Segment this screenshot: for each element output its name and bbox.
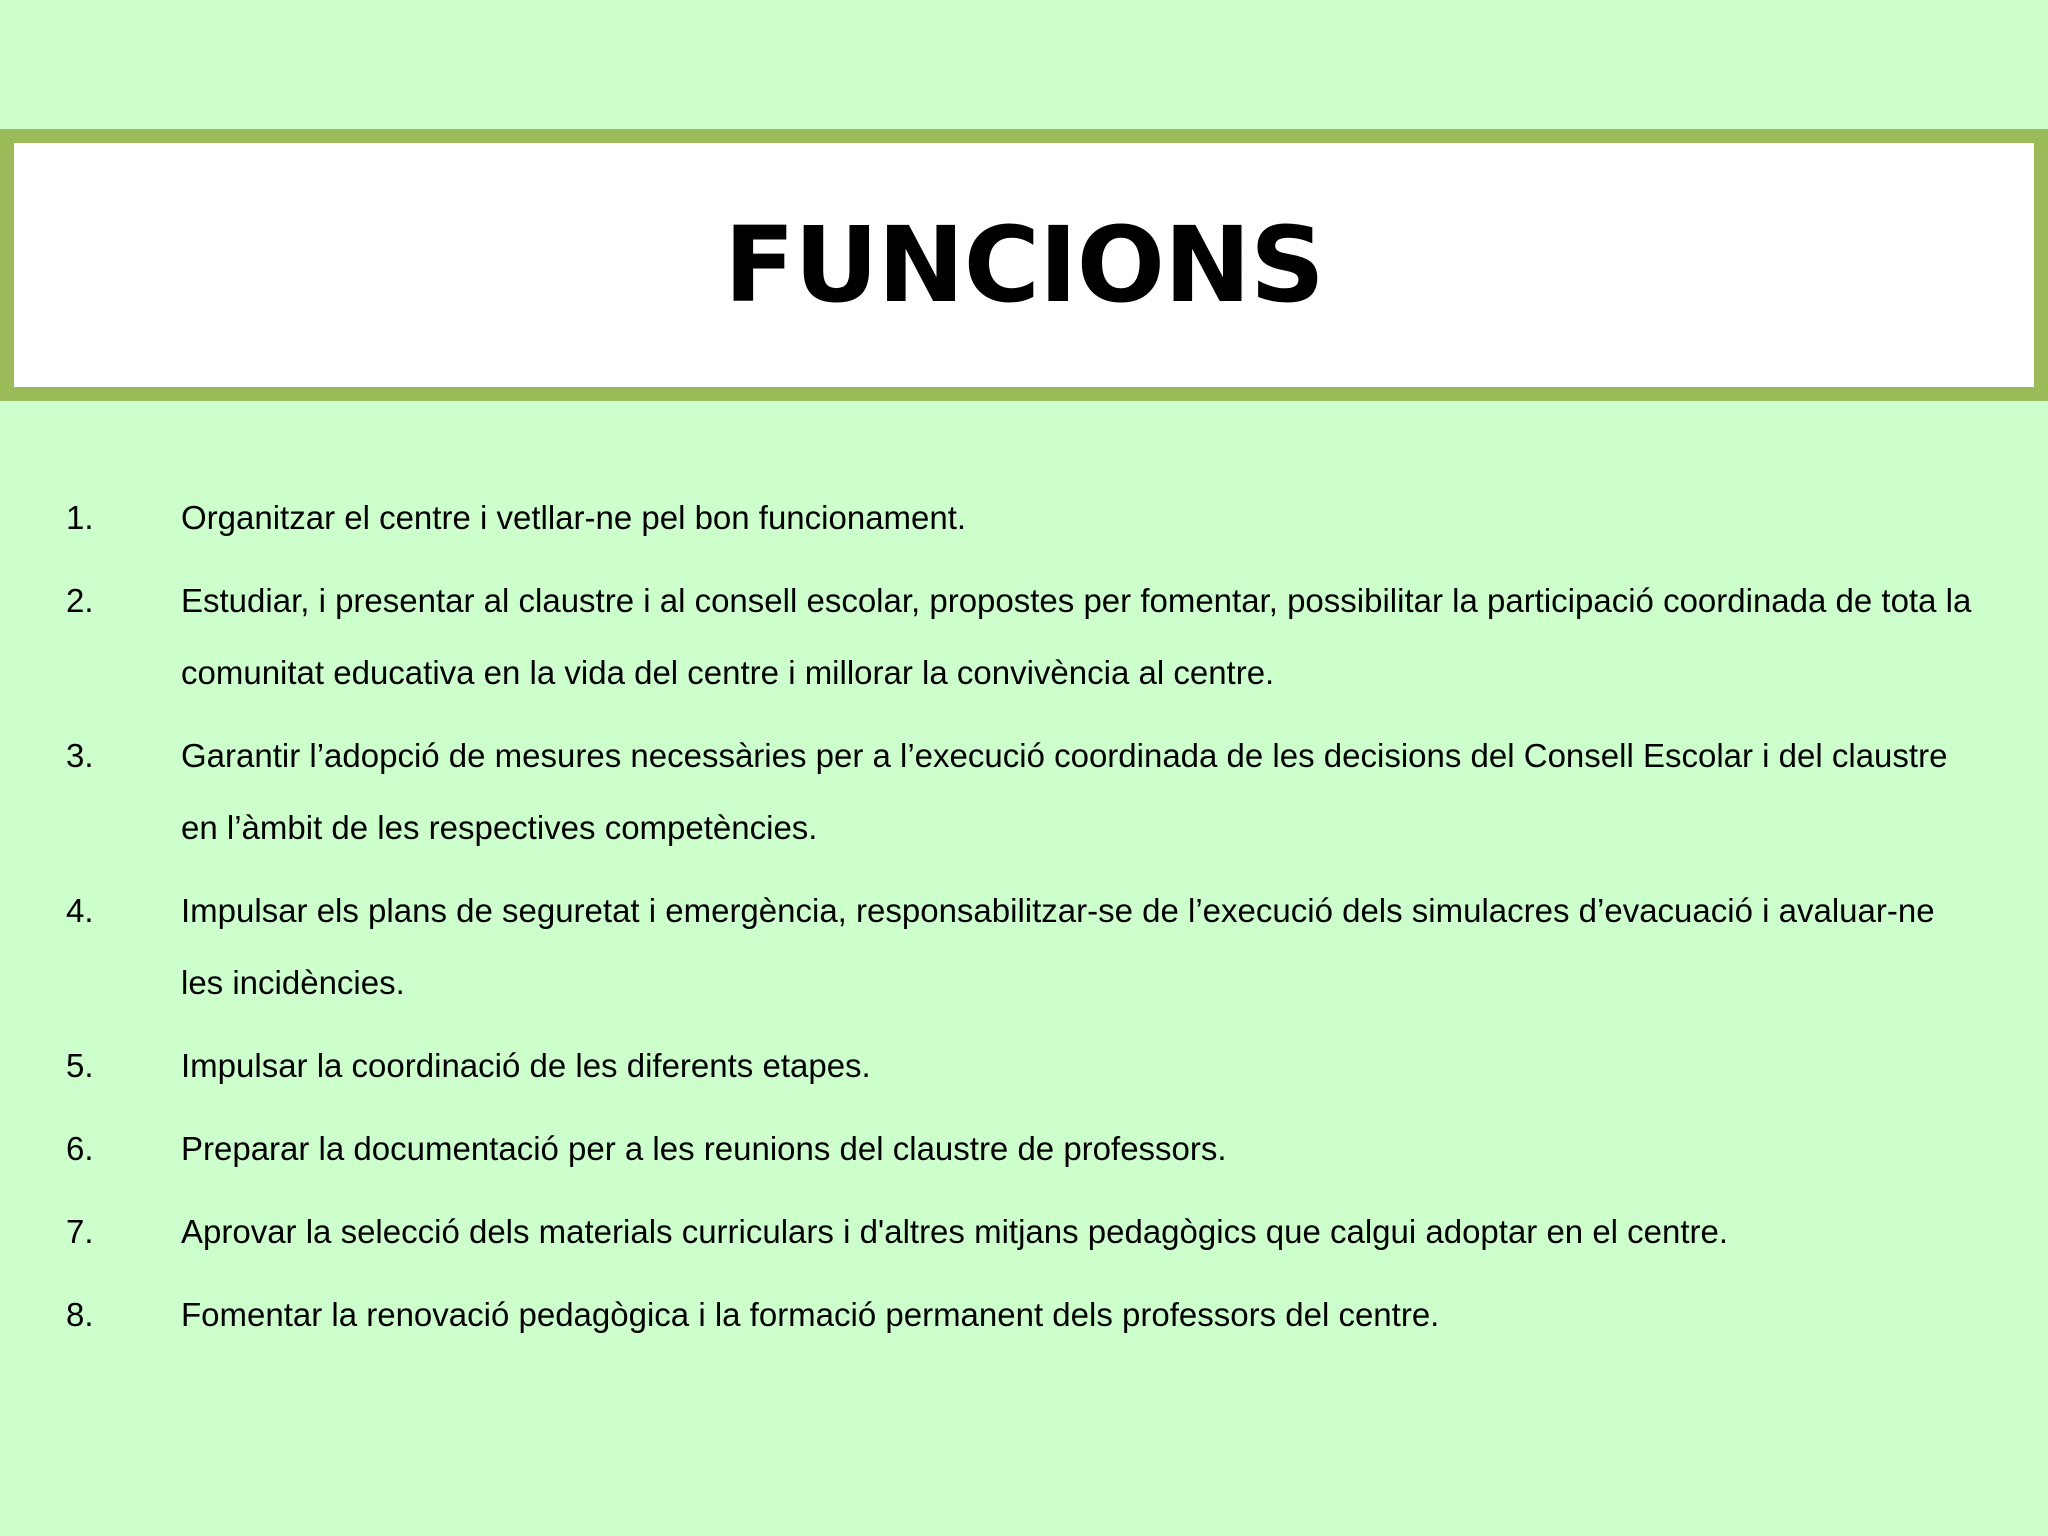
list-item bbox=[0, 1196, 2048, 1268]
item-number: 5. bbox=[66, 1047, 94, 1084]
list-item bbox=[0, 1113, 2048, 1185]
item-text: Garantir l’adopció de mesures necessàries per a l’execució coordinada de les decisions del Consell Escolar i del claustre en l’àmbit de les respectives competències. bbox=[181, 737, 1948, 846]
item-text: Estudiar, i presentar al claustre i al consell escolar, propostes per fomentar, possibilitar la participació coordinada de tota la comunitat educativa en la vida del centre i millorar la convivència al centre. bbox=[181, 582, 1972, 691]
item-number: 3. bbox=[66, 737, 94, 774]
item-text: Organitzar el centre i vetllar-ne pel bon funcionament. bbox=[181, 499, 967, 536]
list-item bbox=[0, 1279, 2048, 1351]
item-number: 7. bbox=[66, 1213, 94, 1250]
item-number: 8. bbox=[66, 1296, 94, 1333]
list-item bbox=[0, 482, 2048, 554]
item-text: Preparar la documentació per a les reunions del claustre de professors. bbox=[181, 1130, 1227, 1167]
item-text: Fomentar la renovació pedagògica i la formació permanent dels professors del centre. bbox=[181, 1296, 1440, 1333]
list-item bbox=[0, 875, 2048, 1019]
item-number: 4. bbox=[66, 892, 94, 929]
item-number: 6. bbox=[66, 1130, 94, 1167]
list-item bbox=[0, 565, 2048, 709]
item-text: Impulsar els plans de seguretat i emergència, responsabilitzar-se de l’execució dels simulacres d’evacuació i avaluar-ne les incidències. bbox=[181, 892, 1935, 1001]
item-number: 2. bbox=[66, 582, 94, 619]
slide-title: FUNCIONS bbox=[724, 204, 1324, 326]
functions-list bbox=[0, 482, 2048, 1362]
item-number: 1. bbox=[66, 499, 94, 536]
item-text: Aprovar la selecció dels materials curriculars i d'altres mitjans pedagògics que calgui adoptar en el centre. bbox=[181, 1213, 1729, 1250]
title-box bbox=[0, 129, 2048, 401]
list-item bbox=[0, 720, 2048, 864]
list-item bbox=[0, 1030, 2048, 1102]
item-text: Impulsar la coordinació de les diferents etapes. bbox=[181, 1047, 871, 1084]
